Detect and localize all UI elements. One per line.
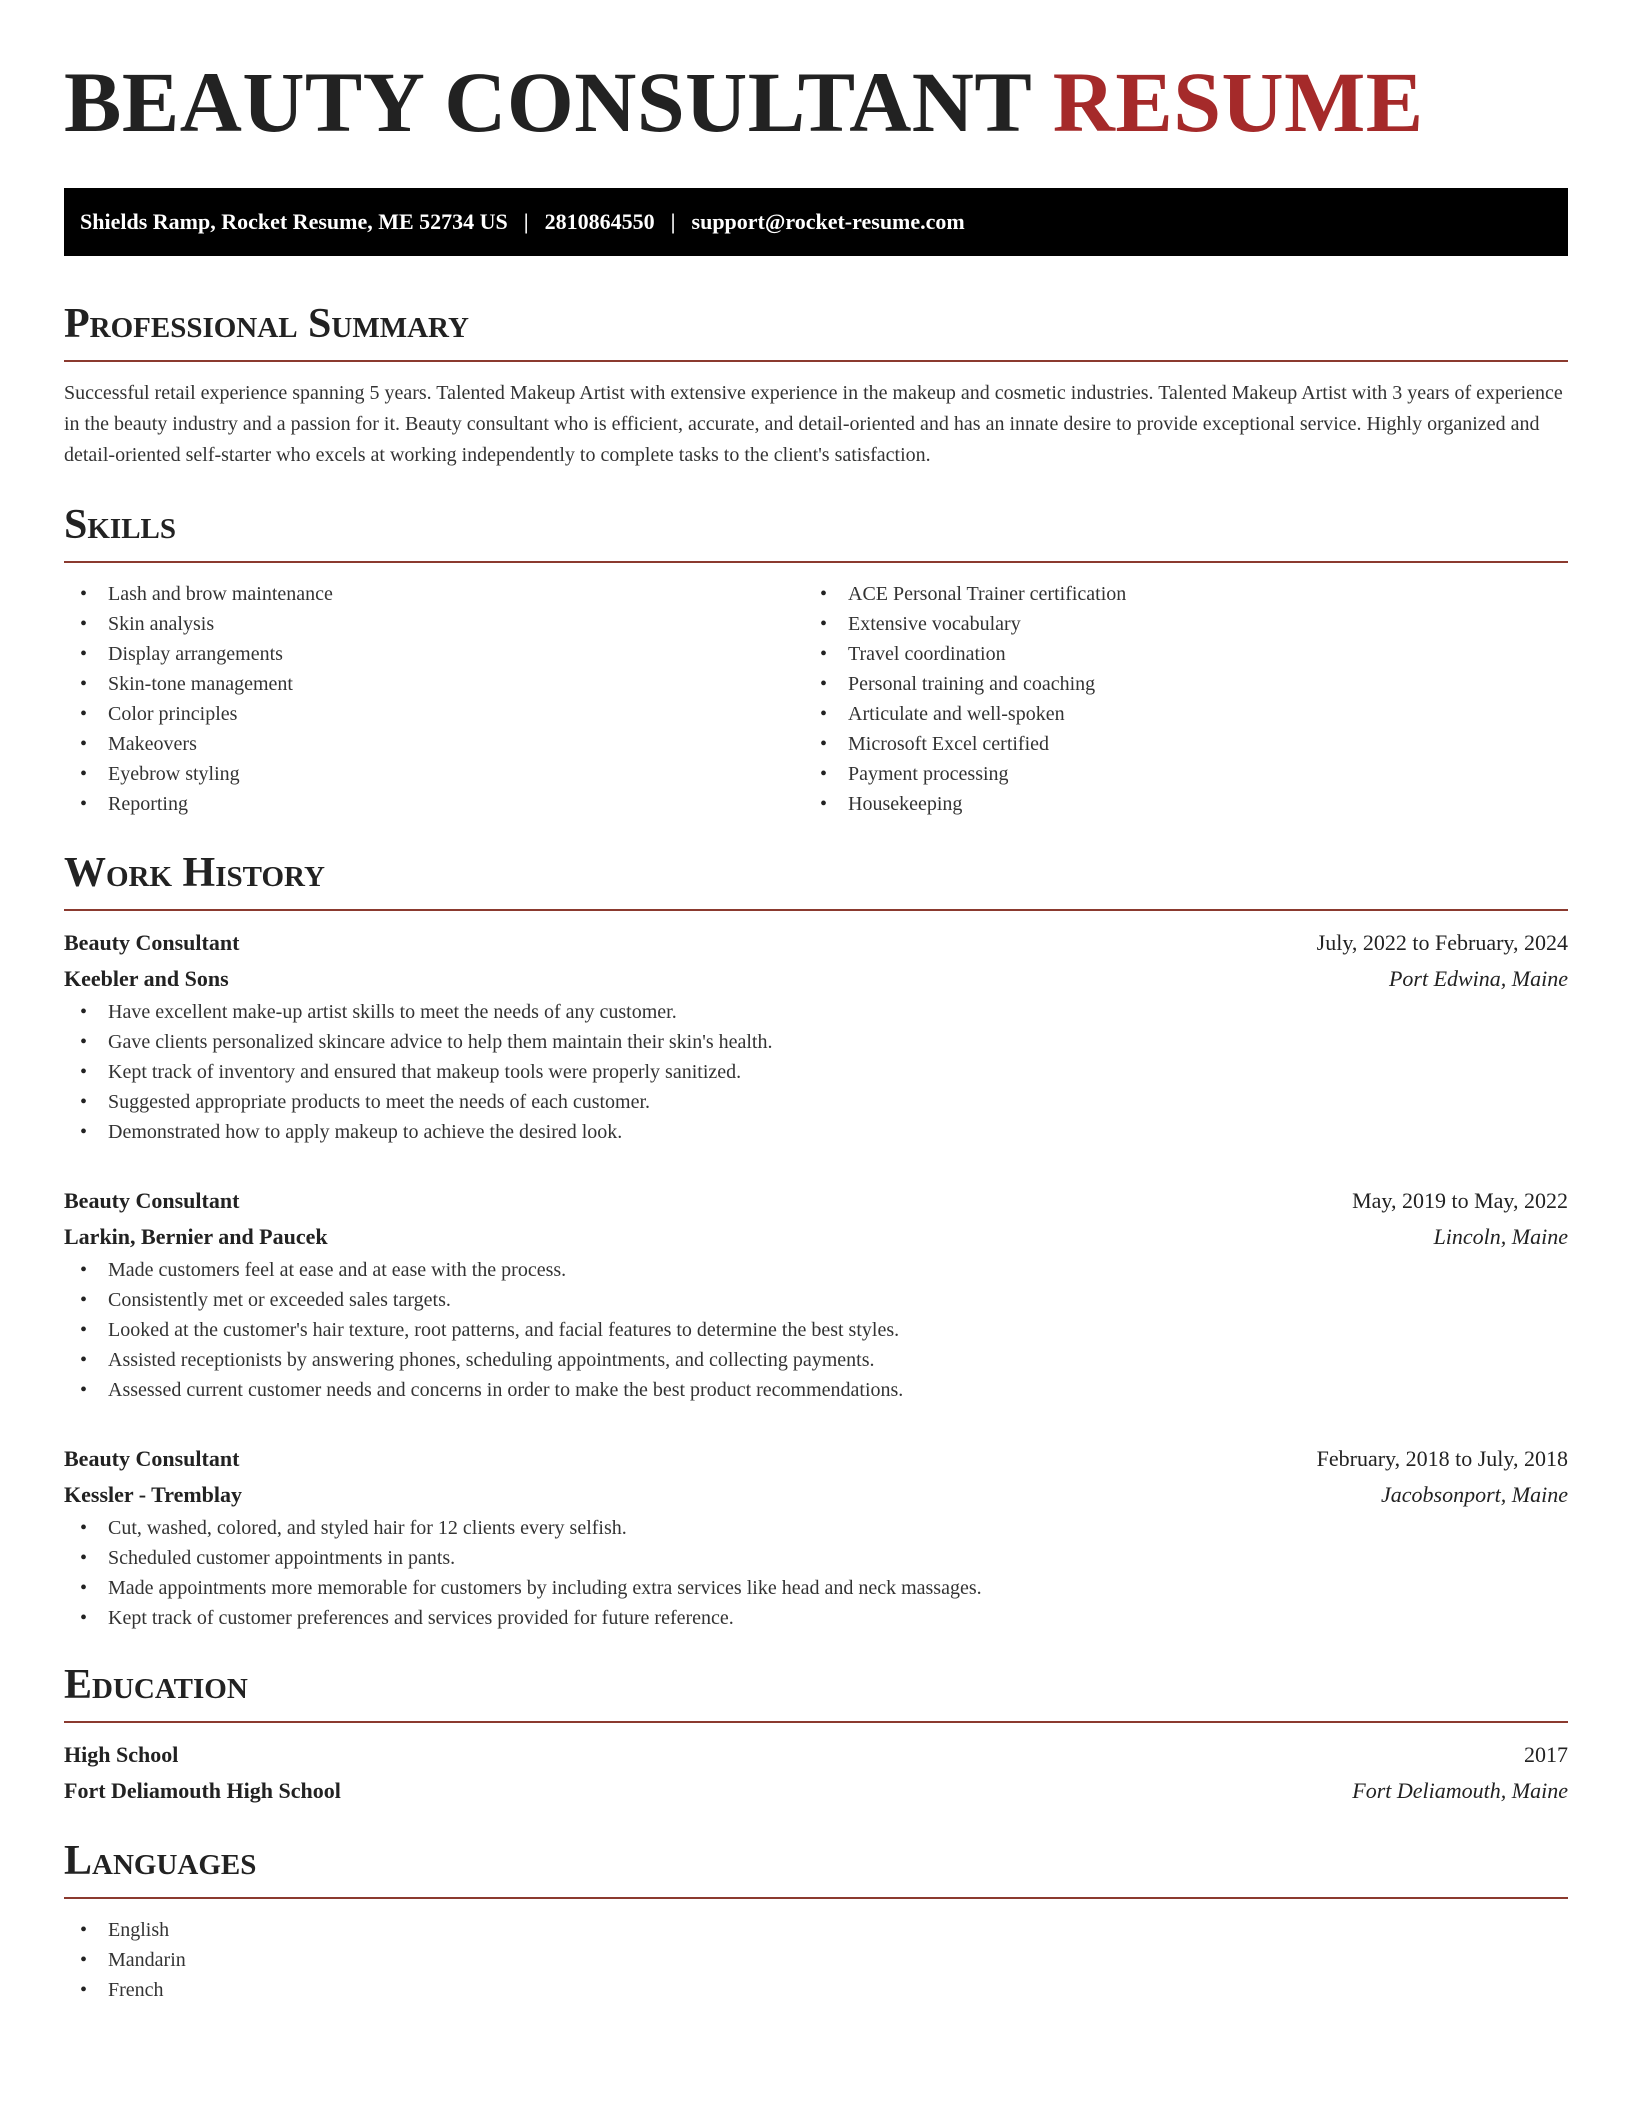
skill-item: • Articulate and well-spoken: [804, 699, 1544, 729]
skill-item: • Skin analysis: [64, 609, 804, 639]
contact-address: Shields Ramp, Rocket Resume, ME 52734 US: [80, 209, 508, 234]
job-header: [64, 1441, 1568, 1477]
skill-item: • Eyebrow styling: [64, 759, 804, 789]
job-bullet: • Have excellent make-up artist skills to meet the needs of any customer.: [64, 997, 1568, 1027]
section-heading: Professional Summary: [64, 301, 469, 347]
job-bullet: • Kept track of inventory and ensured that makeup tools were properly sanitized.: [64, 1057, 1568, 1087]
section-divider: [64, 909, 1568, 911]
job-bullet: • Gave clients personalized skincare advice to help them maintain their skin's health.: [64, 1027, 1568, 1057]
job-bullet: • Consistently met or exceeded sales targets.: [64, 1285, 1568, 1315]
job-bullet: • Cut, washed, colored, and styled hair for 12 clients every selfish.: [64, 1513, 1568, 1543]
skill-item: • ACE Personal Trainer certification: [804, 579, 1544, 609]
languages-section: [64, 1835, 1568, 2005]
job-company: Kessler - Tremblay: [64, 1482, 243, 1507]
education-entry: [64, 1737, 1568, 1809]
education-section: [64, 1659, 1568, 1809]
languages-list: [64, 1915, 1568, 2005]
resume-title: [64, 56, 1568, 148]
skills-list-right: [804, 579, 1544, 819]
job-bullet: • Assisted receptionists by answering phones, scheduling appointments, and collecting payments.: [64, 1345, 1568, 1375]
job-bullet: • Kept track of customer preferences and services provided for future reference.: [64, 1603, 1568, 1633]
skill-item: • Housekeeping: [804, 789, 1544, 819]
job-subheader: [64, 1477, 1568, 1513]
contact-bar: [64, 188, 1568, 256]
education-degree: High School: [64, 1742, 179, 1767]
skills-section: [64, 499, 1568, 819]
language-item: • English: [64, 1915, 1568, 1945]
skill-item: • Color principles: [64, 699, 804, 729]
job-entry: [64, 1183, 1568, 1405]
section-heading: Skills: [64, 502, 177, 548]
contact-separator: |: [523, 209, 529, 234]
job-title: Beauty Consultant: [64, 1188, 240, 1213]
job-header: [64, 925, 1568, 961]
language-item: • French: [64, 1975, 1568, 2005]
section-divider: [64, 1897, 1568, 1899]
job-title: Beauty Consultant: [64, 1446, 240, 1471]
contact-email: support@rocket-resume.com: [691, 209, 965, 234]
job-bullets: [64, 997, 1568, 1147]
skill-item: • Skin-tone management: [64, 669, 804, 699]
education-subheader: [64, 1773, 1568, 1809]
job-subheader: [64, 1219, 1568, 1255]
job-entry: [64, 925, 1568, 1147]
section-heading: Work History: [64, 850, 325, 896]
skills-list-left: [64, 579, 804, 819]
skills-grid: [64, 579, 1568, 819]
skill-item: • Travel coordination: [804, 639, 1544, 669]
job-bullet: • Looked at the customer's hair texture, root patterns, and facial features to determine the best styles.: [64, 1315, 1568, 1345]
skill-item: • Personal training and coaching: [804, 669, 1544, 699]
job-title: Beauty Consultant: [64, 930, 240, 955]
skill-item: • Extensive vocabulary: [804, 609, 1544, 639]
section-heading: Languages: [64, 1838, 257, 1884]
summary-section: [64, 298, 1568, 471]
job-bullets: [64, 1255, 1568, 1405]
job-company: Keebler and Sons: [64, 966, 229, 991]
skill-item: • Reporting: [64, 789, 804, 819]
education-header: [64, 1737, 1568, 1773]
job-location: Lincoln, Maine: [1433, 1224, 1568, 1249]
education-year: 2017: [1524, 1742, 1568, 1767]
contact-phone: 2810864550: [544, 209, 655, 234]
job-dates: May, 2019 to May, 2022: [1352, 1188, 1568, 1213]
skill-item: • Lash and brow maintenance: [64, 579, 804, 609]
job-entry: [64, 1441, 1568, 1633]
job-header: [64, 1183, 1568, 1219]
job-subheader: [64, 961, 1568, 997]
contact-separator: |: [670, 209, 676, 234]
job-bullet: • Made customers feel at ease and at ease with the process.: [64, 1255, 1568, 1285]
job-dates: July, 2022 to February, 2024: [1316, 930, 1568, 955]
language-item: • Mandarin: [64, 1945, 1568, 1975]
title-main: BEAUTY CONSULTANT: [64, 54, 1031, 150]
job-bullets: [64, 1513, 1568, 1633]
job-bullet: • Scheduled customer appointments in pants.: [64, 1543, 1568, 1573]
skill-item: • Makeovers: [64, 729, 804, 759]
job-location: Jacobsonport, Maine: [1381, 1482, 1568, 1507]
education-location: Fort Deliamouth, Maine: [1352, 1778, 1568, 1803]
section-heading: Education: [64, 1662, 248, 1708]
section-divider: [64, 360, 1568, 362]
section-divider: [64, 561, 1568, 563]
summary-text: Successful retail experience spanning 5 years. Talented Makeup Artist with extensive experience in the makeup and cosmetic industries. Talented Makeup Artist with 3 years of experience in the beauty industry and a passion for it. Beauty consultant who is efficient, accurate, and detail-oriented and has an innate desire to provide exceptional service. Highly organized and detail-oriented self-starter who excels at working independently to complete tasks to the client's satisfaction.: [64, 382, 1563, 466]
skill-item: • Display arrangements: [64, 639, 804, 669]
job-bullet: • Assessed current customer needs and concerns in order to make the best product recommendations.: [64, 1375, 1568, 1405]
job-bullet: • Suggested appropriate products to meet the needs of each customer.: [64, 1087, 1568, 1117]
job-location: Port Edwina, Maine: [1388, 966, 1568, 991]
job-company: Larkin, Bernier and Paucek: [64, 1224, 328, 1249]
title-accent: RESUME: [1052, 54, 1424, 150]
section-divider: [64, 1721, 1568, 1723]
skill-item: • Payment processing: [804, 759, 1544, 789]
skill-item: • Microsoft Excel certified: [804, 729, 1544, 759]
job-bullet: • Made appointments more memorable for customers by including extra services like head and neck massages.: [64, 1573, 1568, 1603]
education-school: Fort Deliamouth High School: [64, 1778, 341, 1803]
job-dates: February, 2018 to July, 2018: [1316, 1446, 1568, 1471]
work-history-section: [64, 847, 1568, 1633]
job-bullet: • Demonstrated how to apply makeup to achieve the desired look.: [64, 1117, 1568, 1147]
